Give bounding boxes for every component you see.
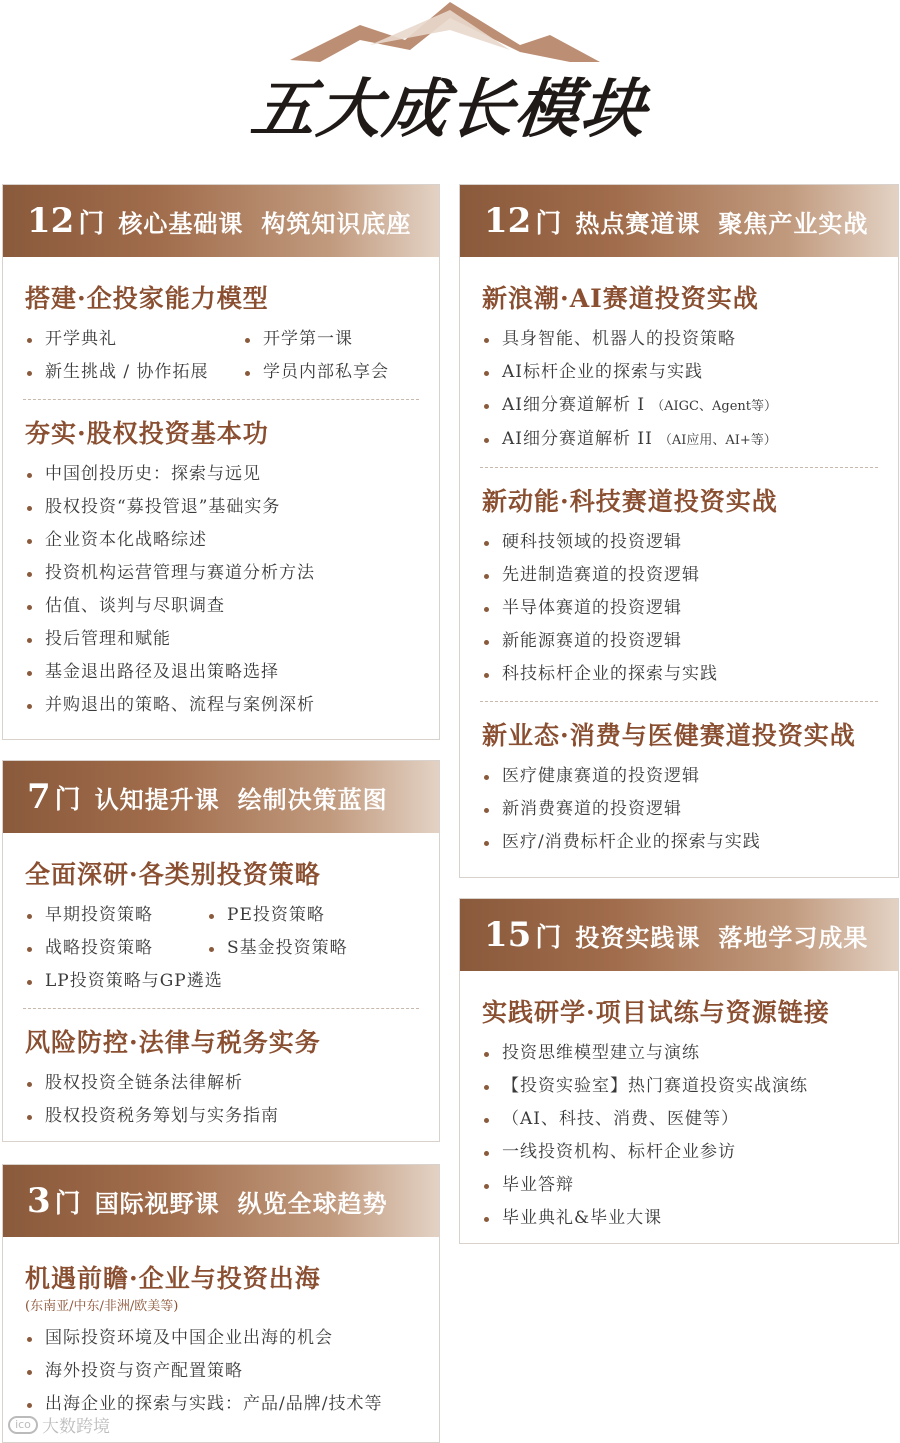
item-list: [25, 323, 419, 389]
list-item: 中国创投历史：探索与远见: [25, 458, 419, 491]
section-title: 机遇前瞻·企业与投资出海: [25, 1264, 321, 1293]
list-item: 半导体赛道的投资逻辑: [482, 592, 878, 625]
list-item: 新能源赛道的投资逻辑: [482, 625, 878, 658]
list-item: 海外投资与资产配置策略: [25, 1355, 419, 1388]
card-header-title: 认知提升课: [94, 784, 220, 814]
item-list: [25, 965, 419, 998]
card-header-subtitle: 纵览全球趋势: [237, 1188, 388, 1218]
list-item: 一线投资机构、标杆企业参访: [482, 1136, 878, 1169]
list-item: 投后管理和赋能: [25, 623, 419, 656]
list-item-continuation: （AI、科技、消费、医健等）: [482, 1103, 878, 1136]
list-item: [482, 423, 878, 457]
section-title: 搭建·企投家能力模型: [25, 284, 269, 313]
course-count: 12: [484, 201, 532, 241]
card-practice-courses: [459, 898, 899, 1244]
item-list: [25, 1067, 419, 1133]
section-title: 实践研学·项目试练与资源链接: [482, 998, 830, 1027]
course-count: 12: [27, 201, 75, 241]
course-count: 15: [484, 915, 532, 955]
section-title: 夯实·股权投资基本功: [25, 419, 269, 448]
section: [3, 1023, 439, 1133]
list-item: 科技标杆企业的探索与实践: [482, 658, 878, 691]
section-title: 新业态·消费与医健赛道投资实战: [482, 721, 856, 750]
list-item: 股权投资税务筹划与实务指南: [25, 1100, 419, 1133]
list-item: 医疗健康赛道的投资逻辑: [482, 760, 878, 793]
card-header-subtitle: 绘制决策蓝图: [237, 784, 388, 814]
item-list: [482, 323, 878, 457]
card-header: [3, 185, 439, 257]
item-list: [25, 458, 419, 722]
section: [460, 716, 898, 859]
section-title: 新动能·科技赛道投资实战: [482, 487, 778, 516]
list-item: 企业资本化战略综述: [25, 524, 419, 557]
course-count: 7: [27, 777, 51, 817]
course-unit: 门: [535, 922, 562, 953]
watermark-text: 大数跨境: [42, 1417, 110, 1437]
item-list: [482, 760, 878, 859]
section-title: 风险防控·法律与税务实务: [25, 1028, 321, 1057]
card-header: [3, 1165, 439, 1237]
list-item: 具身智能、机器人的投资策略: [482, 323, 878, 356]
divider: [480, 467, 878, 468]
section-title: 全面深研·各类别投资策略: [25, 860, 321, 889]
card-header: [3, 761, 439, 833]
course-unit: 门: [54, 784, 81, 815]
item-list: [25, 899, 419, 965]
item-list: [482, 1037, 878, 1235]
section: [3, 833, 439, 998]
card-hot-track-courses: [459, 184, 899, 878]
list-item: 战略投资策略: [25, 932, 207, 965]
section: [3, 414, 439, 722]
divider: [23, 1008, 419, 1009]
list-item: 早期投资策略: [25, 899, 207, 932]
card-cognition-courses: [2, 760, 440, 1142]
course-unit: 门: [54, 1188, 81, 1219]
list-item: 国际投资环境及中国企业出海的机会: [25, 1322, 419, 1355]
section: [460, 482, 898, 691]
item-list: [482, 526, 878, 691]
title-banner: [220, 0, 680, 160]
divider: [480, 701, 878, 702]
list-item: 开学第一课: [243, 323, 423, 356]
list-item: PE投资策略: [207, 899, 407, 932]
list-item: 开学典礼: [25, 323, 243, 356]
list-item: S基金投资策略: [207, 932, 407, 965]
list-item: 硬科技领域的投资逻辑: [482, 526, 878, 559]
item-text: AI细分赛道解析 I: [502, 395, 646, 415]
list-item: AI标杆企业的探索与实践: [482, 356, 878, 389]
list-item: 基金退出路径及退出策略选择: [25, 656, 419, 689]
watermark: [8, 1412, 110, 1437]
card-international-courses: [2, 1164, 440, 1443]
list-item: 并购退出的策略、流程与案例深析: [25, 689, 419, 722]
card-header: [460, 899, 898, 971]
card-header-subtitle: 落地学习成果: [718, 922, 869, 952]
item-list: [25, 1322, 419, 1421]
list-item: 先进制造赛道的投资逻辑: [482, 559, 878, 592]
course-count: 3: [27, 1181, 51, 1221]
list-item: LP投资策略与GP遴选: [25, 965, 419, 998]
card-header-title: 核心基础课: [118, 208, 244, 238]
list-item: 估值、谈判与尽职调查: [25, 590, 419, 623]
list-item: 毕业典礼&毕业大课: [482, 1202, 878, 1235]
watermark-logo-icon: ico: [8, 1416, 38, 1434]
list-item: 投资思维模型建立与演练: [482, 1037, 878, 1070]
list-item: 学员内部私享会: [243, 356, 423, 389]
list-item: 股权投资“募投管退”基础实务: [25, 491, 419, 524]
card-header: [460, 185, 898, 257]
section: [3, 1237, 439, 1421]
item-note: （AIGC、Agent等）: [651, 399, 777, 414]
course-unit: 门: [535, 208, 562, 239]
section-title: 新浪潮·AI赛道投资实战: [482, 284, 759, 313]
list-item: 毕业答辩: [482, 1169, 878, 1202]
list-item: 投资机构运营管理与赛道分析方法: [25, 557, 419, 590]
card-header-subtitle: 聚焦产业实战: [718, 208, 869, 238]
card-header-title: 热点赛道课: [575, 208, 701, 238]
card-header-subtitle: 构筑知识底座: [261, 208, 412, 238]
list-item: 医疗/消费标杆企业的探索与实践: [482, 826, 878, 859]
course-unit: 门: [78, 208, 105, 239]
divider: [23, 399, 419, 400]
list-item: 新生挑战 / 协作拓展: [25, 356, 243, 389]
card-header-title: 国际视野课: [94, 1188, 220, 1218]
section: [460, 257, 898, 457]
list-item: 新消费赛道的投资逻辑: [482, 793, 878, 826]
item-note: （AI应用、AI+等）: [658, 433, 777, 448]
page-title: 五大成长模块: [247, 72, 652, 147]
list-item: [482, 389, 878, 423]
card-header-title: 投资实践课: [575, 922, 701, 952]
card-core-courses: [2, 184, 440, 740]
list-item: 股权投资全链条法律解析: [25, 1067, 419, 1100]
section: [3, 257, 439, 389]
item-text: AI细分赛道解析 II: [502, 429, 653, 449]
list-item: 出海企业的探索与实践：产品/品牌/技术等: [25, 1388, 419, 1421]
section: [460, 971, 898, 1235]
section-note: (东南亚/中东/非洲/欧美等): [25, 1299, 179, 1314]
list-item: 【投资实验室】热门赛道投资实战演练: [482, 1070, 878, 1103]
